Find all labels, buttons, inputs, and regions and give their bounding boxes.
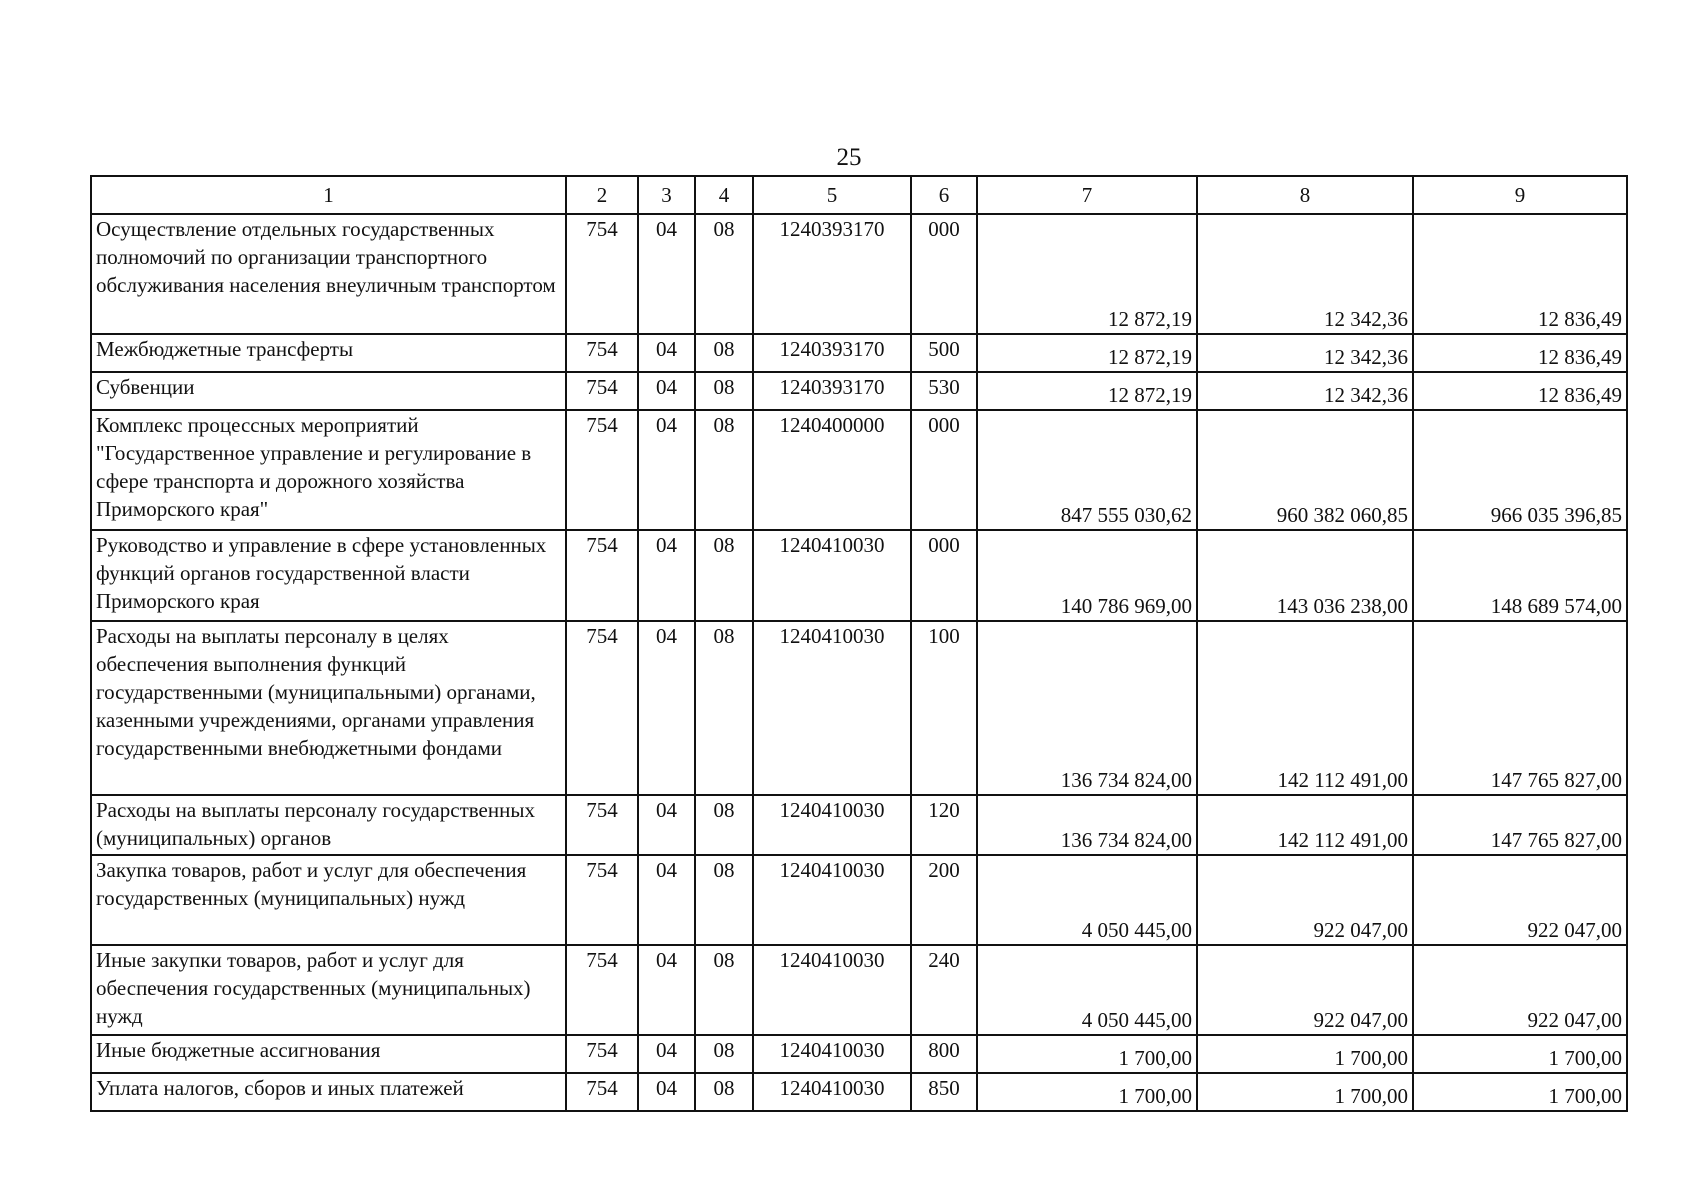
section-code-cell: 04: [638, 372, 695, 410]
amount-col7-cell: 847 555 030,62: [977, 410, 1197, 530]
amount-col9-cell: 1 700,00: [1413, 1073, 1627, 1111]
expense-type-cell: 240: [911, 945, 977, 1035]
section-code-cell: 04: [638, 1035, 695, 1073]
expense-type-cell: 200: [911, 855, 977, 945]
amount-col9-cell: 12 836,49: [1413, 372, 1627, 410]
amount-col8-cell: 142 112 491,00: [1197, 795, 1413, 855]
subsection-code-cell: 08: [695, 795, 753, 855]
expense-name-cell: Иные бюджетные ассигнования: [91, 1035, 566, 1073]
subsection-code-cell: 08: [695, 1035, 753, 1073]
expense-name-cell: Руководство и управление в сфере установленных функций органов государственной власти Приморского края: [91, 530, 566, 621]
amount-col8-cell: 922 047,00: [1197, 945, 1413, 1035]
amount-col7-cell: 140 786 969,00: [977, 530, 1197, 621]
section-code-cell: 04: [638, 334, 695, 372]
target-article-cell: 1240400000: [753, 410, 911, 530]
amount-col7-cell: 1 700,00: [977, 1073, 1197, 1111]
section-code-cell: 04: [638, 410, 695, 530]
column-header: 4: [695, 176, 753, 214]
amount-col7-cell: 4 050 445,00: [977, 945, 1197, 1035]
expense-type-cell: 530: [911, 372, 977, 410]
section-code-cell: 04: [638, 795, 695, 855]
subsection-code-cell: 08: [695, 530, 753, 621]
subsection-code-cell: 08: [695, 855, 753, 945]
table-row: [91, 945, 1627, 1035]
amount-col9-cell: 148 689 574,00: [1413, 530, 1627, 621]
column-header: 9: [1413, 176, 1627, 214]
amount-col9-cell: 147 765 827,00: [1413, 621, 1627, 795]
table-row: [91, 372, 1627, 410]
table-row: [91, 410, 1627, 530]
amount-col9-cell: 12 836,49: [1413, 214, 1627, 334]
table-row: [91, 530, 1627, 621]
expense-name-cell: Межбюджетные трансферты: [91, 334, 566, 372]
amount-col9-cell: 12 836,49: [1413, 334, 1627, 372]
table-row: [91, 855, 1627, 945]
expense-type-cell: 100: [911, 621, 977, 795]
expense-name-cell: Закупка товаров, работ и услуг для обеспечения государственных (муниципальных) нужд: [91, 855, 566, 945]
amount-col9-cell: 922 047,00: [1413, 945, 1627, 1035]
section-code-cell: 04: [638, 855, 695, 945]
subsection-code-cell: 08: [695, 621, 753, 795]
expense-type-cell: 800: [911, 1035, 977, 1073]
subsection-code-cell: 08: [695, 410, 753, 530]
amount-col9-cell: 1 700,00: [1413, 1035, 1627, 1073]
target-article-cell: 1240410030: [753, 945, 911, 1035]
expense-name-cell: Расходы на выплаты персоналу в целях обеспечения выполнения функций государственными (муниципальными) органами, казенными учреждениями, органами управления государственными внебюджетными фондами: [91, 621, 566, 795]
subsection-code-cell: 08: [695, 1073, 753, 1111]
amount-col8-cell: 143 036 238,00: [1197, 530, 1413, 621]
ministry-code-cell: 754: [566, 855, 638, 945]
amount-col7-cell: 136 734 824,00: [977, 621, 1197, 795]
column-header: 8: [1197, 176, 1413, 214]
column-header: 1: [91, 176, 566, 214]
column-header: 5: [753, 176, 911, 214]
target-article-cell: 1240410030: [753, 1073, 911, 1111]
expense-type-cell: 000: [911, 214, 977, 334]
target-article-cell: 1240410030: [753, 855, 911, 945]
subsection-code-cell: 08: [695, 334, 753, 372]
expense-name-cell: Осуществление отдельных государственных полномочий по организации транспортного обслуживания населения внеуличным транспортом: [91, 214, 566, 334]
section-code-cell: 04: [638, 530, 695, 621]
amount-col7-cell: 12 872,19: [977, 214, 1197, 334]
column-header: 3: [638, 176, 695, 214]
target-article-cell: 1240410030: [753, 1035, 911, 1073]
target-article-cell: 1240410030: [753, 530, 911, 621]
ministry-code-cell: 754: [566, 1035, 638, 1073]
table-row: [91, 334, 1627, 372]
column-header: 6: [911, 176, 977, 214]
expense-type-cell: 000: [911, 530, 977, 621]
amount-col7-cell: 136 734 824,00: [977, 795, 1197, 855]
amount-col9-cell: 966 035 396,85: [1413, 410, 1627, 530]
amount-col8-cell: 142 112 491,00: [1197, 621, 1413, 795]
ministry-code-cell: 754: [566, 945, 638, 1035]
target-article-cell: 1240393170: [753, 214, 911, 334]
section-code-cell: 04: [638, 945, 695, 1035]
amount-col8-cell: 12 342,36: [1197, 214, 1413, 334]
column-header: 2: [566, 176, 638, 214]
expense-name-cell: Субвенции: [91, 372, 566, 410]
ministry-code-cell: 754: [566, 410, 638, 530]
table-row: [91, 621, 1627, 795]
amount-col9-cell: 922 047,00: [1413, 855, 1627, 945]
target-article-cell: 1240410030: [753, 621, 911, 795]
ministry-code-cell: 754: [566, 621, 638, 795]
table-row: [91, 795, 1627, 855]
amount-col7-cell: 12 872,19: [977, 372, 1197, 410]
amount-col8-cell: 1 700,00: [1197, 1073, 1413, 1111]
subsection-code-cell: 08: [695, 372, 753, 410]
ministry-code-cell: 754: [566, 334, 638, 372]
expense-name-cell: Иные закупки товаров, работ и услуг для обеспечения государственных (муниципальных) нужд: [91, 945, 566, 1035]
expense-name-cell: Уплата налогов, сборов и иных платежей: [91, 1073, 566, 1111]
amount-col8-cell: 960 382 060,85: [1197, 410, 1413, 530]
table-header-row: [91, 176, 1627, 214]
section-code-cell: 04: [638, 1073, 695, 1111]
column-header: 7: [977, 176, 1197, 214]
amount-col7-cell: 4 050 445,00: [977, 855, 1197, 945]
expense-type-cell: 000: [911, 410, 977, 530]
amount-col8-cell: 922 047,00: [1197, 855, 1413, 945]
amount-col9-cell: 147 765 827,00: [1413, 795, 1627, 855]
expense-name-cell: Комплекс процессных мероприятий "Государственное управление и регулирование в сфере транспорта и дорожного хозяйства Приморского края": [91, 410, 566, 530]
table-row: [91, 1073, 1627, 1111]
table-row: [91, 1035, 1627, 1073]
ministry-code-cell: 754: [566, 214, 638, 334]
section-code-cell: 04: [638, 621, 695, 795]
ministry-code-cell: 754: [566, 372, 638, 410]
subsection-code-cell: 08: [695, 945, 753, 1035]
amount-col8-cell: 12 342,36: [1197, 372, 1413, 410]
ministry-code-cell: 754: [566, 530, 638, 621]
amount-col8-cell: 12 342,36: [1197, 334, 1413, 372]
amount-col8-cell: 1 700,00: [1197, 1035, 1413, 1073]
section-code-cell: 04: [638, 214, 695, 334]
ministry-code-cell: 754: [566, 1073, 638, 1111]
expense-type-cell: 120: [911, 795, 977, 855]
amount-col7-cell: 12 872,19: [977, 334, 1197, 372]
page-number: 25: [836, 144, 862, 171]
table-row: [91, 214, 1627, 334]
subsection-code-cell: 08: [695, 214, 753, 334]
target-article-cell: 1240393170: [753, 334, 911, 372]
ministry-code-cell: 754: [566, 795, 638, 855]
target-article-cell: 1240393170: [753, 372, 911, 410]
expense-type-cell: 500: [911, 334, 977, 372]
amount-col7-cell: 1 700,00: [977, 1035, 1197, 1073]
target-article-cell: 1240410030: [753, 795, 911, 855]
expense-name-cell: Расходы на выплаты персоналу государственных (муниципальных) органов: [91, 795, 566, 855]
expense-type-cell: 850: [911, 1073, 977, 1111]
budget-table: [90, 175, 1628, 1112]
